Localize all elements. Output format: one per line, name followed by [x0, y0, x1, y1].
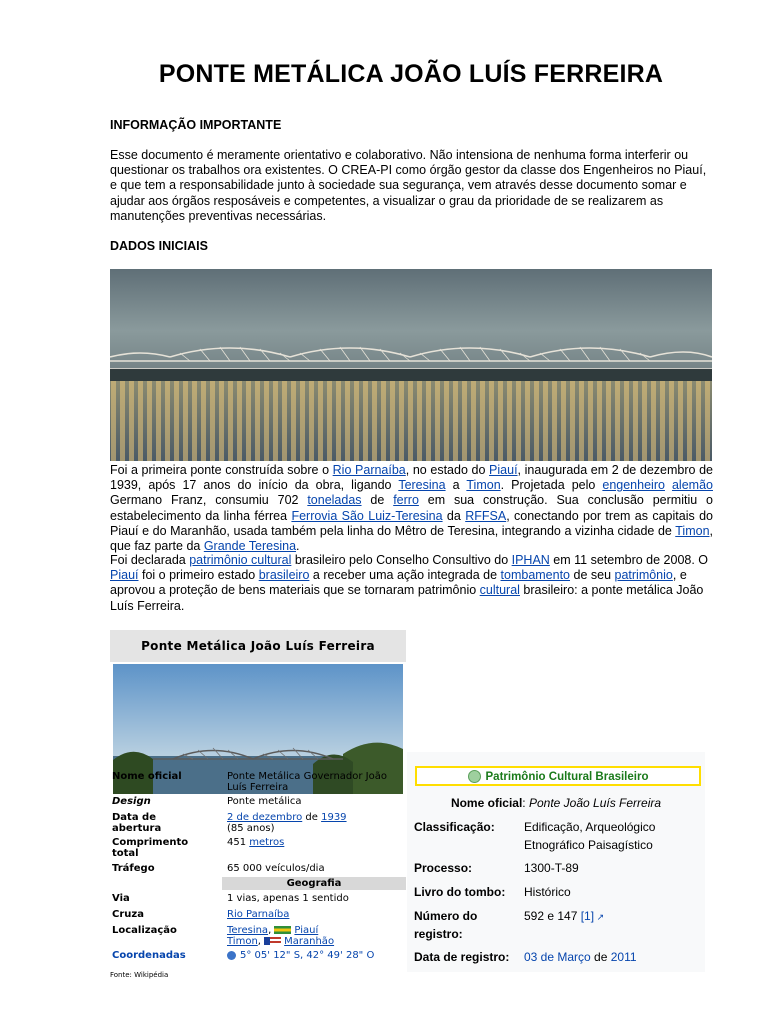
- value-processo: 1300-T-89: [524, 861, 579, 875]
- link-data-abertura[interactable]: 2 de dezembro: [227, 812, 303, 823]
- dados-paragraph-1: Foi a primeira ponte construída sobre o Rio Parnaíba, no estado do Piauí, inaugurada em 2 de dezembro de 1939, após 17 anos do início da obra, ligando Teresina a Timon. Projetada pelo engenheiro alemão Germano Franz, consumiu 702 toneladas de ferro em sua construção. Sua conclusão permitiu o estabelecimento da linha férrea Ferrovia São Luiz-Teresina da RFFSA, conectando por trem as capitais do Piauí e do Maranhão, usada também pela linha do Mêtro de Teresina, integrando a vizinha cidade de Timon, que faz parte da Grande Teresina.: [110, 463, 713, 554]
- link-cruza-rio[interactable]: Rio Parnaíba: [227, 909, 290, 920]
- value-livro-tombo: Histórico: [524, 885, 571, 899]
- link-data-registro[interactable]: 03 de Março: [524, 950, 591, 964]
- link-ref-1[interactable]: [1]: [580, 909, 595, 923]
- source-caption: Fonte: Wikipédia: [110, 971, 169, 979]
- infobox-patrimonio: Patrimônio Cultural Brasileiro Nome oficial: Ponte João Luís Ferreira Classificação: Edificação, Arqueológico Etnográfico Paisagístico Processo: 1300-T-89 Livro do tombo: Histórico Número do registro: 592 e 147 [1] ↗ Data de registro: 03 de Março de 2011: [407, 752, 705, 972]
- link-cultural[interactable]: cultural: [479, 583, 520, 598]
- dados-heading: DADOS INICIAIS: [110, 239, 208, 253]
- bridge-photo: [110, 269, 712, 461]
- value-coordenadas[interactable]: 5° 05' 12" S, 42° 49' 28" O: [240, 950, 375, 961]
- link-tombamento[interactable]: tombamento: [500, 568, 571, 583]
- value-via: 1 vias, apenas 1 sentido: [227, 893, 349, 904]
- link-timon[interactable]: Timon: [466, 478, 501, 493]
- piaui-flag-icon: [274, 926, 291, 934]
- link-loc-piaui[interactable]: Piauí: [294, 925, 319, 936]
- value-anos: (85 anos): [227, 823, 275, 834]
- label-design: Design: [112, 796, 151, 807]
- link-teresina[interactable]: Teresina: [398, 478, 446, 493]
- label-localizacao: Localização: [112, 925, 177, 936]
- page-title: PONTE METÁLICA JOÃO LUÍS FERREIRA: [158, 60, 664, 88]
- link-loc-teresina[interactable]: Teresina: [227, 925, 269, 936]
- link-rffsa[interactable]: RFFSA: [465, 508, 507, 523]
- link-ano-2011[interactable]: 2011: [610, 950, 637, 964]
- link-grande-teresina[interactable]: Grande Teresina: [203, 539, 297, 554]
- label-classificacao: Classificação:: [414, 820, 495, 834]
- label-data-abertura: Data de abertura: [112, 812, 162, 834]
- link-metros[interactable]: metros: [249, 837, 285, 848]
- info-paragraph: Esse documento é meramente orientativo e colaborativo. Não intensiona de nenhuma forma interferir ou questionar os trabalhos ora existentes. O CREA-PI como órgão gestor da classe dos Engenheiros no Piauí, e que tem a responsabilidade junto à sociedade sua segurança, vem através desse documento somar e ajudar aos órgãos resposáveis e competentes, a visualizar o grau da prioridade de se realizarem as manutenções preventivas necessárias.: [110, 148, 707, 223]
- label-cruza: Cruza: [112, 909, 144, 920]
- globe-icon: [227, 951, 236, 960]
- value-design: Ponte metálica: [227, 796, 302, 807]
- label-via: Via: [112, 893, 130, 904]
- label-trafego: Tráfego: [112, 863, 155, 874]
- value-trafego: 65 000 veículos/dia: [227, 863, 325, 874]
- patrimonio-seal-icon: [468, 770, 481, 783]
- link-patrimonio[interactable]: patrimônio: [614, 568, 673, 583]
- link-ano-1939[interactable]: 1939: [321, 812, 347, 823]
- info-heading: INFORMAÇÃO IMPORTANTE: [110, 118, 282, 132]
- link-rio-parnaiba[interactable]: Rio Parnaíba: [332, 463, 406, 477]
- link-engenheiro[interactable]: engenheiro: [602, 478, 665, 493]
- label-numero-registro: Número do registro:: [414, 909, 478, 941]
- link-patrimonio-cultural[interactable]: patrimônio cultural: [189, 553, 292, 567]
- dados-paragraph-2: Foi declarada patrimônio cultural brasileiro pelo Conselho Consultivo do IPHAN em 11 setembro de 2008. O Piauí foi o primeiro estado brasileiro a receber uma ação integrada de tombamento de seu patrimônio, e aprovou a proteção de bens materiais que se tornaram patrimônio cultural brasileiro: a ponte metálica João Luís Ferreira.: [110, 553, 709, 613]
- label-comprimento: Comprimento total: [112, 837, 189, 859]
- link-ferrovia[interactable]: Ferrovia São Luiz-Teresina: [291, 508, 443, 523]
- link-iphan[interactable]: IPHAN: [511, 553, 550, 567]
- label-processo: Processo:: [414, 861, 473, 875]
- link-toneladas[interactable]: toneladas: [307, 493, 362, 508]
- external-link-icon: ↗: [594, 912, 605, 922]
- link-timon-2[interactable]: Timon: [675, 523, 710, 538]
- infobox-title: Ponte Metálica João Luís Ferreira: [110, 630, 406, 662]
- link-alemao[interactable]: alemão: [671, 478, 713, 493]
- value-classificacao: Edificação, Arqueológico Etnográfico Paisagístico: [524, 820, 656, 852]
- link-piaui[interactable]: Piauí: [489, 463, 518, 477]
- patrimonio-header: Patrimônio Cultural Brasileiro: [415, 766, 701, 786]
- label-coordenadas[interactable]: Coordenadas: [112, 950, 186, 961]
- label-livro-tombo: Livro do tombo:: [414, 885, 506, 899]
- section-geografia: Geografia: [222, 877, 406, 890]
- value-numero-registro: 592 e 147: [524, 909, 581, 923]
- label-nome-oficial-2: Nome oficial: [450, 796, 523, 810]
- infobox-wikipedia: Ponte Metálica João Luís Ferreira Nome oficial Ponte Metálica Governador João Luís Ferreira Design Ponte metálica Data de abertura 2 de dezembro de 1939 (85 anos) Comprimento total 451 metros Tráfego 65 000 veículos/dia Geografia Via 1 vias, apenas 1 sentido Cruza Rio Parnaíba Localização Teresina, Piauí Timon, Maranhão Coordenadas 5° 05' 12" S, 42° 49' 28" O: [110, 630, 406, 972]
- link-piaui-2[interactable]: Piauí: [110, 568, 139, 583]
- value-nome-oficial: Ponte Metálica Governador João Luís Ferreira: [227, 771, 387, 793]
- value-nome-oficial-2: Ponte João Luís Ferreira: [528, 796, 662, 810]
- label-nome-oficial: Nome oficial: [112, 771, 182, 782]
- link-loc-maranhao[interactable]: Maranhão: [284, 936, 335, 947]
- maranhao-flag-icon: [264, 937, 281, 945]
- link-brasileiro[interactable]: brasileiro: [258, 568, 310, 583]
- link-loc-timon[interactable]: Timon: [227, 936, 258, 947]
- label-data-registro: Data de registro:: [414, 950, 510, 964]
- link-ferro[interactable]: ferro: [393, 493, 419, 508]
